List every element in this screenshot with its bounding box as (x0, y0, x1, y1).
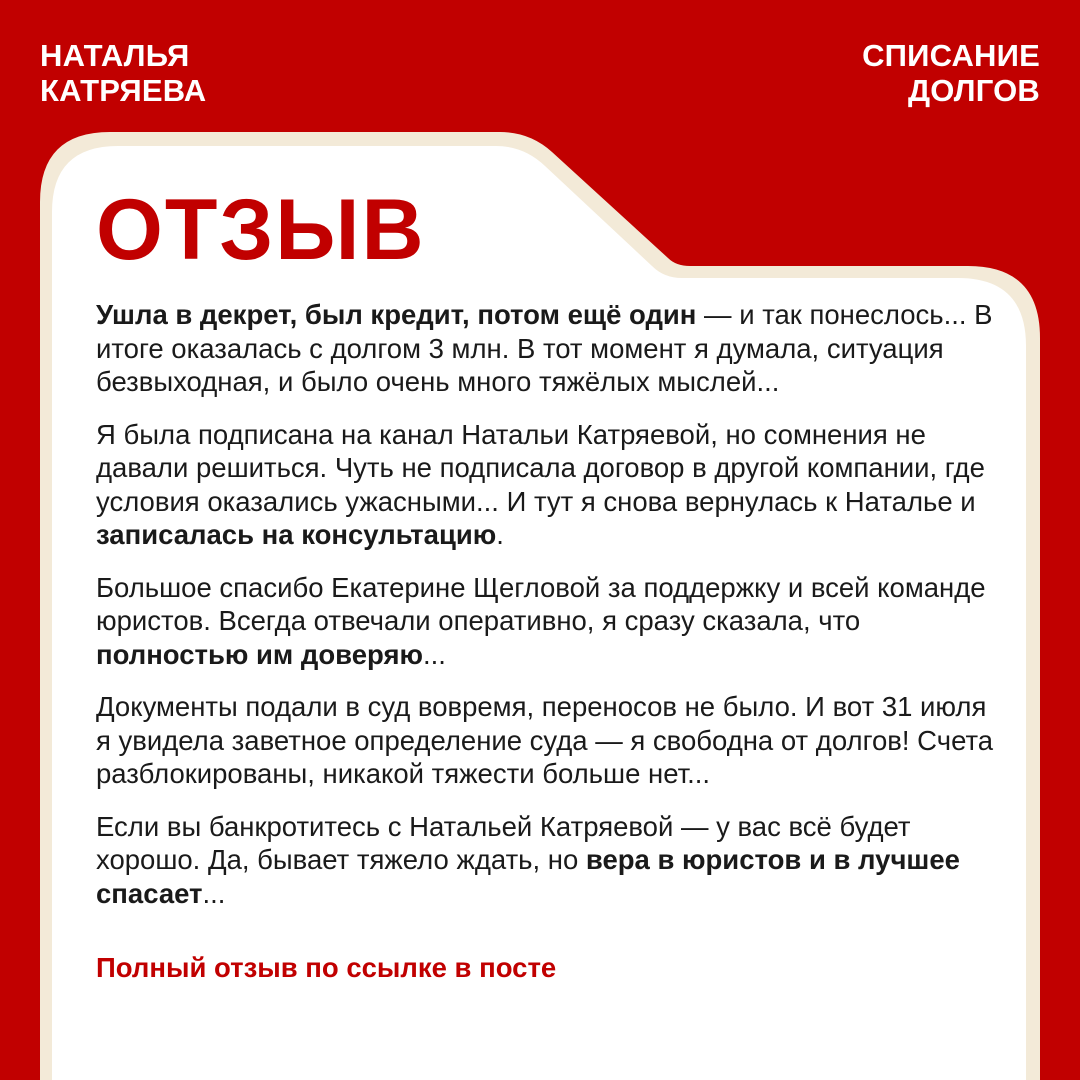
review-paragraph (96, 690, 996, 791)
review-paragraph (96, 571, 996, 672)
review-heading: ОТЗЫВ (96, 182, 426, 278)
review-text-run: Документы подали в суд вовремя, переносов не было. И вот 31 июля я увидела заветное определение суда — я свободна от долгов! Счета разблокированы, никакой тяжести больше нет... (96, 691, 994, 789)
brand-name-line2: КАТРЯЕВА (40, 73, 207, 108)
review-text-run: ... (202, 877, 226, 909)
review-text-run: . (496, 519, 504, 550)
review-text (96, 298, 996, 910)
review-text-run: Я была подписана на канал Натальи Катряевой, но сомнения не давали решиться. Чуть не подписала договор в другой компании, где условия оказались ужасными... И тут я снова вернулась к Наталье и (96, 418, 985, 517)
review-highlight: вера в юристов и в лучшее спасает (96, 844, 960, 909)
review-highlight: Ушла в декрет, был кредит, потом ещё один (96, 299, 697, 330)
brand-name-line1: НАТАЛЬЯ (40, 38, 190, 73)
review-text-run: Большое спасибо Екатерине Щегловой за поддержку и всей команде юристов. Всегда отвечали оперативно, я сразу сказала, что (96, 571, 986, 636)
review-text-run: — и так понеслось... В итоге оказалась с долгом 3 млн. В тот момент я думала, ситуация безвыходная, и было очень много тяжёлых мыслей... (96, 299, 993, 397)
review-card (96, 182, 996, 985)
review-paragraph (96, 810, 996, 911)
review-highlight: записалась на консультацию (96, 519, 497, 550)
review-paragraph (96, 298, 996, 399)
review-paragraph (96, 418, 996, 552)
topic-title-line2: ДОЛГОВ (907, 73, 1040, 108)
review-text-run: ... (422, 638, 446, 670)
review-highlight: полностью им доверяю (96, 638, 423, 670)
review-text-run: Если вы банкротитесь с Натальей Катряевой — у вас всё будет хорошо. Да, бывает тяжело ждать, но (96, 810, 911, 875)
topic-title-line1: СПИСАНИЕ (862, 38, 1040, 73)
full-review-link[interactable]: Полный отзыв по ссылке в посте (96, 952, 557, 983)
